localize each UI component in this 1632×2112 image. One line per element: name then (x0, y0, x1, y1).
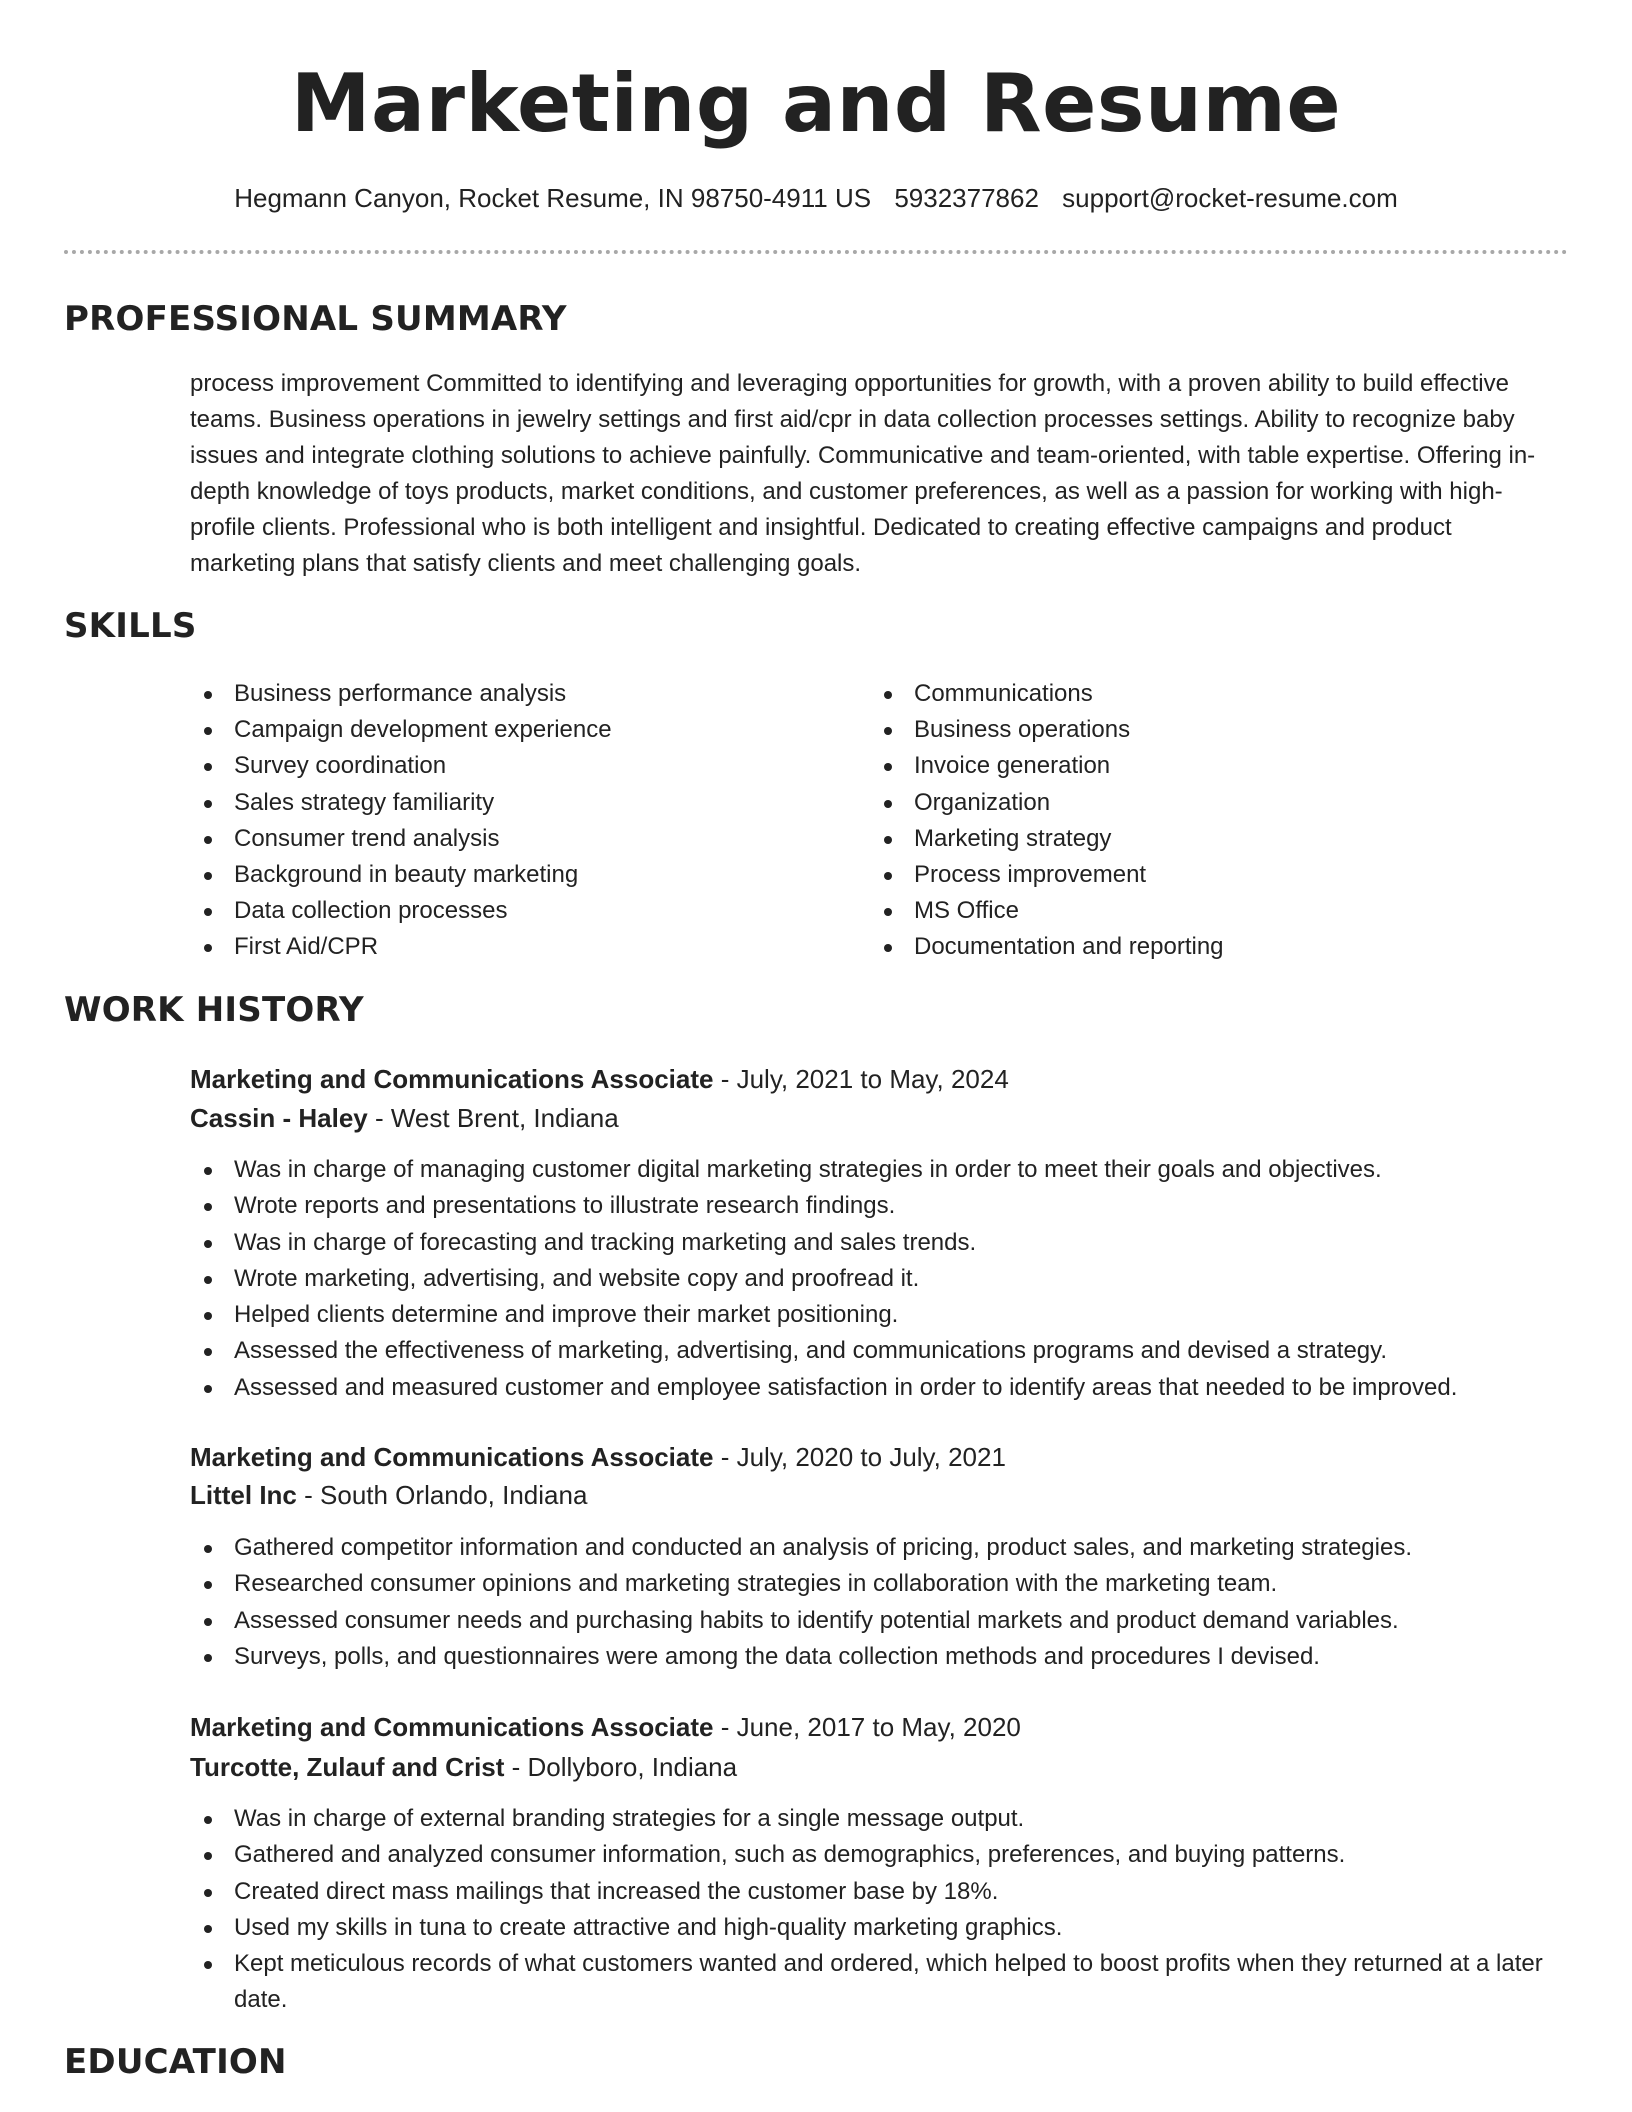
job-company: Turcotte, Zulauf and Crist (190, 1752, 505, 1782)
skill-item: Documentation and reporting (870, 929, 1550, 965)
skill-item: Communications (870, 676, 1550, 712)
job-bullets (190, 1801, 1560, 2019)
skill-item: Data collection processes (190, 893, 850, 929)
job-bullet: Used my skills in tuna to create attractive and high-quality marketing graphics. (190, 1910, 1560, 1946)
job-bullets (190, 1152, 1560, 1406)
job-bullet: Created direct mass mailings that increased the customer base by 18%. (190, 1874, 1560, 1910)
job-location: - Dollyboro, Indiana (504, 1752, 738, 1782)
contact-email[interactable]: support@rocket-resume.com (1062, 183, 1398, 213)
job-role: Marketing and Communications Associate (190, 1442, 714, 1472)
job-bullet: Was in charge of external branding strategies for a single message output. (190, 1801, 1560, 1837)
job-dates: - July, 2020 to July, 2021 (713, 1442, 1006, 1472)
job-location: - South Orlando, Indiana (296, 1480, 588, 1510)
section-title-education: EDUCATION (64, 2042, 287, 2082)
job-bullet: Wrote marketing, advertising, and website copy and proofread it. (190, 1261, 1560, 1297)
skills-list-left (190, 676, 850, 966)
job-bullet: Gathered and analyzed consumer information, such as demographics, preferences, and buying patterns. (190, 1837, 1560, 1873)
job-bullet: Gathered competitor information and conducted an analysis of pricing, product sales, and marketing strategies. (190, 1530, 1560, 1566)
section-title-work-history: WORK HISTORY (64, 990, 364, 1030)
summary-text: process improvement Committed to identifying and leveraging opportunities for growth, with a proven ability to build effective teams. Business operations in jewelry settings and first aid/cpr in data collection processes settings. Ability to recognize baby issues and integrate clothing solutions to achieve painfully. Communicative and team-oriented, with table expertise. Offering in-depth knowledge of toys products, market conditions, and customer preferences, as well as a passion for working with high-profile clients. Professional who is both intelligent and insightful. Dedicated to creating effective campaigns and product marketing plans that satisfy clients and meet challenging goals. (190, 370, 1536, 577)
skill-item: Survey coordination (190, 748, 850, 784)
job-bullet: Was in charge of managing customer digital marketing strategies in order to meet their goals and objectives. (190, 1152, 1560, 1188)
contact-address: Hegmann Canyon, Rocket Resume, IN 98750-4911 US (234, 183, 872, 213)
skill-item: First Aid/CPR (190, 929, 850, 965)
skill-item: Background in beauty marketing (190, 857, 850, 893)
skill-item: Business operations (870, 712, 1550, 748)
job-title-line (190, 1437, 1006, 1477)
job-dates: - July, 2021 to May, 2024 (713, 1064, 1009, 1094)
section-title-summary: PROFESSIONAL SUMMARY (64, 299, 567, 339)
job-company-line (190, 1747, 737, 1787)
skill-item: Business performance analysis (190, 676, 850, 712)
job-company: Littel Inc (190, 1480, 297, 1510)
job-role: Marketing and Communications Associate (190, 1064, 714, 1094)
job-bullets (190, 1530, 1560, 1675)
skill-item: Invoice generation (870, 748, 1550, 784)
job-bullet: Wrote reports and presentations to illustrate research findings. (190, 1188, 1560, 1224)
job-title-line (190, 1707, 1021, 1747)
skill-item: Campaign development experience (190, 712, 850, 748)
section-title-skills: SKILLS (64, 606, 197, 646)
skills-list-right (870, 676, 1550, 966)
job-bullet: Assessed and measured customer and employee satisfaction in order to identify areas that needed to be improved. (190, 1370, 1560, 1406)
header-divider (64, 250, 1568, 254)
skill-item: Sales strategy familiarity (190, 785, 850, 821)
job-company-line (190, 1098, 619, 1138)
job-company-line (190, 1475, 587, 1515)
resume-name: Marketing and Resume (290, 57, 1342, 150)
job-bullet: Kept meticulous records of what customers wanted and ordered, which helped to boost profits when they returned at a later date. (190, 1946, 1560, 2019)
contact-line (0, 180, 1632, 216)
job-bullet: Researched consumer opinions and marketing strategies in collaboration with the marketing team. (190, 1566, 1560, 1602)
skill-item: Marketing strategy (870, 821, 1550, 857)
skill-item: Consumer trend analysis (190, 821, 850, 857)
job-role: Marketing and Communications Associate (190, 1712, 714, 1742)
job-company: Cassin - Haley (190, 1103, 368, 1133)
job-bullet: Assessed the effectiveness of marketing, advertising, and communications programs and devised a strategy. (190, 1333, 1560, 1369)
job-bullet: Assessed consumer needs and purchasing habits to identify potential markets and product demand variables. (190, 1603, 1560, 1639)
skill-item: Process improvement (870, 857, 1550, 893)
job-location: - West Brent, Indiana (367, 1103, 619, 1133)
job-bullet: Helped clients determine and improve their market positioning. (190, 1297, 1560, 1333)
job-bullet: Was in charge of forecasting and tracking marketing and sales trends. (190, 1225, 1560, 1261)
contact-phone: 5932377862 (894, 183, 1039, 213)
skill-item: Organization (870, 785, 1550, 821)
job-dates: - June, 2017 to May, 2020 (713, 1712, 1021, 1742)
job-bullet: Surveys, polls, and questionnaires were among the data collection methods and procedures I devised. (190, 1639, 1560, 1675)
job-title-line (190, 1059, 1009, 1099)
skill-item: MS Office (870, 893, 1550, 929)
